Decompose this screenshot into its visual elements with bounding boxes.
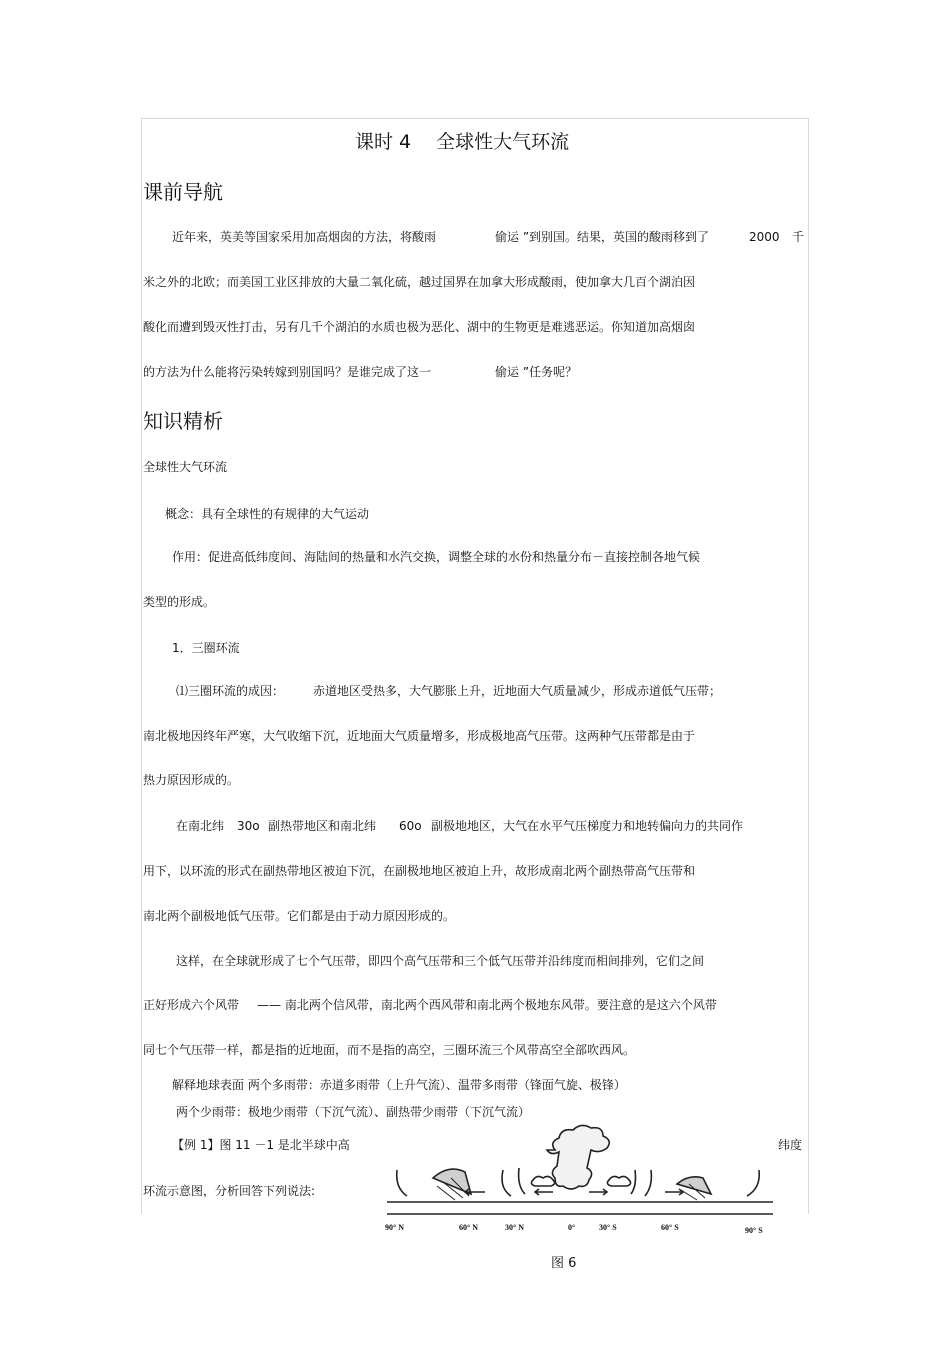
paragraph-line: 两个少雨带：极地少雨带（下沉气流）、副热带少雨带（下沉气流）	[176, 1105, 531, 1119]
paragraph-line: 60o	[399, 819, 422, 833]
axis-tick: 30° S	[599, 1223, 617, 1232]
paragraph-line: 近年来，英美等国家采用加高烟囱的方法，将酸雨	[172, 230, 437, 244]
paragraph-line: 类型的形成。	[143, 595, 216, 609]
paragraph-line: 概念：具有全球性的有规律的大气运动	[165, 507, 370, 521]
axis-tick: 60° N	[459, 1223, 478, 1232]
paragraph-line: 千	[792, 230, 805, 244]
circulation-figure	[385, 1120, 775, 1270]
paragraph-line: 30o	[237, 819, 260, 833]
paragraph-line: 正好形成六个风带	[143, 998, 240, 1012]
paragraph-line: 同七个气压带一样，都是指的近地面，而不是指的高空，三圈环流三个风带高空全部吹西风。	[143, 1043, 636, 1057]
axis-tick: 60° S	[661, 1223, 679, 1232]
page-title: 课时 4 全球性大气环流	[355, 131, 570, 153]
axis-tick: 30° N	[505, 1223, 524, 1232]
topic-heading: 全球性大气环流	[143, 460, 228, 474]
paragraph-line: 热力原因形成的。	[143, 773, 240, 787]
paragraph-line: 这样，在全球就形成了七个气压带，即四个高气压带和三个低气压带并沿纬度而相间排列，它们之间	[176, 954, 705, 968]
paragraph-line: 偷运 ”任务呢？	[495, 365, 578, 379]
paragraph-line: 作用：促进高低纬度间、海陆间的热量和水汽交换，调整全球的水份和热量分布－直接控制各地气候	[172, 550, 701, 564]
axis-tick: 90° S	[745, 1226, 763, 1235]
paragraph-line: 米之外的北欧；而美国工业区排放的大量二氧化硫，越过国界在加拿大形成酸雨，使加拿大几百个湖泊因	[143, 275, 696, 289]
axis-tick: 0°	[568, 1223, 576, 1232]
example-line: 【例 1】图 11 －1 是北半球中高	[172, 1138, 350, 1152]
paragraph-line: 用下，以环流的形式在副热带地区被迫下沉，在副极地地区被迫上升，故形成南北两个副热带高气压带和	[143, 864, 696, 878]
axis-tick: 90° N	[385, 1223, 404, 1232]
paragraph-line: 解释地球表面 两个多雨带：赤道多雨带（上升气流）、温带多雨带（锋面气旋、极锋）	[172, 1078, 626, 1092]
figure-caption: 图 6	[551, 1256, 577, 1270]
section-heading-knowledge: 知识精析	[143, 409, 223, 433]
section-heading-pre-nav: 课前导航	[143, 180, 223, 204]
paragraph-line: 2000	[749, 230, 780, 244]
paragraph-line: 赤道地区受热多，大气膨胀上升，近地面大气质量减少，形成赤道低气压带；	[313, 684, 722, 698]
paragraph-line: 在南北纬	[176, 819, 225, 833]
paragraph-line: 偷运 ”到别国。结果，英国的酸雨移到了	[495, 230, 710, 244]
example-line: 纬度	[778, 1138, 803, 1152]
paragraph-line: 副极地地区，大气在水平气压梯度力和地转偏向力的共同作	[431, 819, 744, 833]
paragraph-line: —— 南北两个信风带，南北两个西风带和南北两个极地东风带。要注意的是这六个风带	[257, 998, 717, 1012]
paragraph-line: ⑴三圈环流的成因：	[176, 684, 285, 698]
paragraph-line: 南北两个副极地低气压带。它们都是由于动力原因形成的。	[143, 909, 456, 923]
paragraph-line: 南北极地因终年严寒，大气收缩下沉，近地面大气质量增多，形成极地高气压带。这两种气压带都是由于	[143, 729, 696, 743]
subsection-heading: 1．三圈环流	[172, 641, 240, 655]
paragraph-line: 的方法为什么能将污染转嫁到别国吗？是谁完成了这一	[143, 365, 432, 379]
example-line: 环流示意图，分析回答下列说法:	[143, 1184, 316, 1198]
paragraph-line: 酸化而遭到毁灭性打击，另有几千个湖泊的水质也极为恶化、湖中的生物更是难逃恶运。你知道加高烟囱	[143, 320, 696, 334]
paragraph-line: 副热带地区和南北纬	[268, 819, 377, 833]
